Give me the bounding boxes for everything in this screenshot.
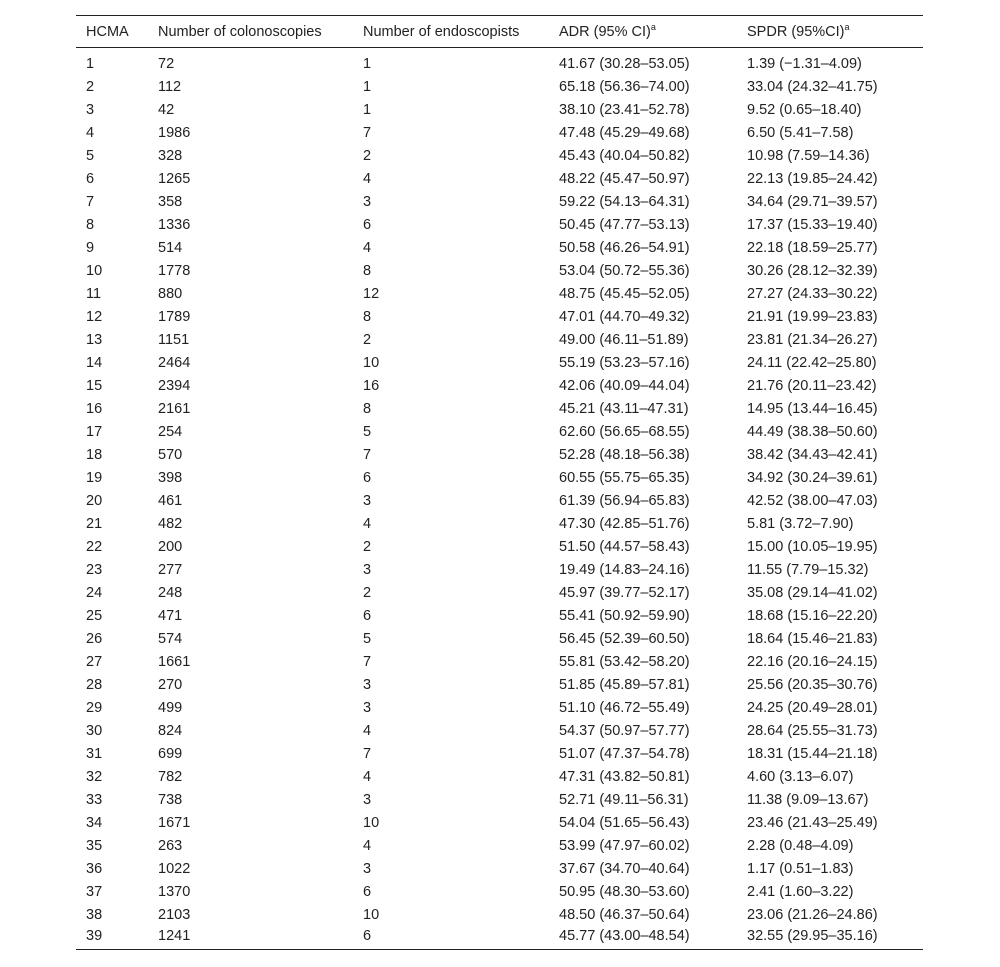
cell-hcma: 11 [86, 285, 102, 302]
table-row [76, 259, 923, 282]
cell-colonoscopies: 1986 [158, 124, 191, 141]
table-row [76, 811, 923, 834]
table-row [76, 75, 923, 98]
cell-endoscopists: 8 [363, 308, 372, 325]
table-row [76, 903, 923, 926]
table-row [76, 167, 923, 190]
cell-spdr: 2.41 (1.60–3.22) [747, 883, 854, 900]
table-row [76, 581, 923, 604]
table-row [76, 351, 923, 374]
cell-endoscopists: 7 [363, 124, 372, 141]
cell-hcma: 31 [86, 745, 103, 762]
cell-adr: 59.22 (54.13–64.31) [559, 193, 690, 210]
cell-adr: 45.21 (43.11–47.31) [559, 400, 689, 417]
cell-endoscopists: 2 [363, 147, 372, 164]
table-header [76, 16, 923, 48]
cell-adr: 54.37 (50.97–57.77) [559, 722, 690, 739]
cell-endoscopists: 5 [363, 630, 372, 647]
table-row [76, 512, 923, 535]
cell-colonoscopies: 1661 [158, 653, 191, 670]
cell-endoscopists: 4 [363, 837, 372, 854]
cell-hcma: 33 [86, 791, 103, 808]
cell-spdr: 23.46 (21.43–25.49) [747, 814, 878, 831]
cell-endoscopists: 16 [363, 377, 380, 394]
cell-hcma: 5 [86, 147, 95, 164]
cell-endoscopists: 4 [363, 515, 372, 532]
cell-hcma: 32 [86, 768, 103, 785]
table-row [76, 742, 923, 765]
cell-colonoscopies: 699 [158, 745, 183, 762]
table-row [76, 397, 923, 420]
cell-endoscopists: 10 [363, 354, 380, 371]
cell-spdr: 14.95 (13.44–16.45) [747, 400, 878, 417]
cell-spdr: 1.39 (−1.31–4.09) [747, 56, 862, 72]
cell-hcma: 6 [86, 170, 95, 187]
cell-spdr: 32.55 (29.95–35.16) [737, 926, 923, 949]
cell-adr: 56.45 (52.39–60.50) [559, 630, 690, 647]
cell-spdr: 38.42 (34.43–42.41) [747, 446, 878, 463]
cell-endoscopists: 1 [363, 101, 372, 118]
cell-adr: 48.75 (45.45–52.05) [559, 285, 690, 302]
cell-colonoscopies: 254 [158, 423, 183, 440]
table-row [76, 98, 923, 121]
cell-colonoscopies: 358 [158, 193, 183, 210]
cell-endoscopists: 4 [363, 170, 372, 187]
cell-hcma: 15 [86, 377, 103, 394]
table-row [76, 765, 923, 788]
cell-adr: 50.95 (48.30–53.60) [559, 883, 690, 900]
cell-colonoscopies: 1336 [158, 216, 191, 233]
cell-spdr: 18.64 (15.46–21.83) [747, 630, 878, 647]
header-row [76, 16, 923, 48]
cell-spdr: 11.55 (7.79–15.32) [747, 561, 869, 578]
cell-hcma: 21 [86, 515, 103, 532]
cell-endoscopists: 10 [363, 906, 380, 923]
cell-hcma: 25 [86, 607, 103, 624]
cell-spdr: 10.98 (7.59–14.36) [747, 147, 870, 164]
cell-endoscopists: 8 [363, 262, 372, 279]
cell-adr: 62.60 (56.65–68.55) [559, 423, 690, 440]
cell-colonoscopies: 398 [158, 469, 183, 486]
cell-adr: 50.45 (47.77–53.13) [559, 216, 690, 233]
table-row [76, 213, 923, 236]
cell-spdr: 6.50 (5.41–7.58) [747, 124, 854, 141]
table-row [76, 420, 923, 443]
cell-colonoscopies: 1151 [158, 331, 190, 348]
cell-colonoscopies: 263 [158, 837, 183, 854]
cell-spdr: 33.04 (24.32–41.75) [747, 78, 878, 95]
cell-adr: 52.71 (49.11–56.31) [559, 791, 689, 808]
cell-colonoscopies: 1778 [158, 262, 191, 279]
cell-colonoscopies: 499 [158, 699, 183, 716]
cell-adr: 19.49 (14.83–24.16) [559, 561, 690, 578]
cell-spdr: 5.81 (3.72–7.90) [747, 515, 854, 532]
cell-hcma: 17 [86, 423, 103, 440]
cell-spdr: 27.27 (24.33–30.22) [747, 285, 878, 302]
hcma-results-table [76, 15, 923, 950]
cell-colonoscopies: 574 [158, 630, 183, 647]
cell-colonoscopies: 2103 [158, 906, 191, 923]
cell-colonoscopies: 482 [158, 515, 183, 532]
cell-colonoscopies: 1370 [158, 883, 191, 900]
cell-spdr: 42.52 (38.00–47.03) [747, 492, 878, 509]
cell-spdr: 34.64 (29.71–39.57) [747, 193, 878, 210]
cell-spdr: 18.31 (15.44–21.18) [747, 745, 878, 762]
cell-spdr: 23.81 (21.34–26.27) [747, 331, 878, 348]
cell-hcma: 4 [86, 124, 95, 141]
cell-adr: 48.22 (45.47–50.97) [559, 170, 690, 187]
cell-colonoscopies: 1671 [158, 814, 191, 831]
cell-colonoscopies: 248 [158, 584, 183, 601]
cell-hcma: 1 [86, 56, 95, 72]
cell-adr: 51.85 (45.89–57.81) [559, 676, 690, 693]
cell-endoscopists: 3 [363, 492, 372, 509]
cell-colonoscopies: 72 [158, 56, 175, 72]
cell-adr: 48.50 (46.37–50.64) [559, 906, 690, 923]
cell-adr: 50.58 (46.26–54.91) [559, 239, 690, 256]
header-spdr: SPDR $(95\%CI)^a$ [737, 16, 923, 48]
footnote-marker: a [844, 21, 850, 32]
cell-endoscopists: 7 [363, 446, 372, 463]
cell-endoscopists: 2 [363, 538, 372, 555]
cell-spdr: 4.60 (3.13–6.07) [747, 768, 854, 785]
cell-colonoscopies: 471 [158, 607, 183, 624]
cell-hcma: 34 [86, 814, 103, 831]
cell-colonoscopies: 42 [158, 101, 175, 118]
cell-hcma: 39 [76, 926, 148, 949]
table-row [76, 282, 923, 305]
header-hcma: HCMA [76, 16, 148, 48]
cell-colonoscopies: 514 [158, 239, 183, 256]
cell-spdr: 30.26 (28.12–32.39) [747, 262, 878, 279]
table-row [76, 121, 923, 144]
table-row [76, 443, 923, 466]
table-row [76, 604, 923, 627]
header-colonoscopies: Number of colonoscopies [148, 16, 353, 48]
cell-adr: 55.41 (50.92–59.90) [559, 607, 690, 624]
cell-spdr: 9.52 (0.65–18.40) [747, 101, 862, 118]
table-row [76, 857, 923, 880]
table-row [76, 696, 923, 719]
cell-hcma: 35 [86, 837, 103, 854]
cell-endoscopists: 6 [363, 607, 372, 624]
table-row [76, 328, 923, 351]
header-endoscopists: Number of endoscopists [353, 16, 549, 48]
cell-adr: 51.07 (47.37–54.78) [559, 745, 690, 762]
table-row [76, 627, 923, 650]
cell-adr: 45.97 (39.77–52.17) [559, 584, 690, 601]
cell-adr: 55.81 (53.42–58.20) [559, 653, 690, 670]
cell-adr: 65.18 (56.36–74.00) [559, 78, 690, 95]
cell-hcma: 14 [86, 354, 103, 371]
cell-spdr: 17.37 (15.33–19.40) [747, 216, 878, 233]
cell-hcma: 23 [86, 561, 103, 578]
cell-hcma: 27 [86, 653, 103, 670]
cell-adr: 53.99 (47.97–60.02) [559, 837, 690, 854]
cell-adr: 60.55 (55.75–65.35) [559, 469, 690, 486]
cell-colonoscopies: 782 [158, 768, 183, 785]
cell-spdr: 25.56 (20.35–30.76) [747, 676, 878, 693]
table-row [76, 374, 923, 397]
cell-endoscopists: 3 [363, 561, 372, 578]
cell-hcma: 10 [86, 262, 103, 279]
cell-hcma: 28 [86, 676, 103, 693]
cell-hcma: 22 [86, 538, 103, 555]
cell-endoscopists: 3 [363, 699, 372, 716]
cell-colonoscopies: 1265 [158, 170, 191, 187]
cell-hcma: 18 [86, 446, 103, 463]
cell-colonoscopies: 880 [158, 285, 183, 302]
cell-hcma: 37 [86, 883, 103, 900]
cell-spdr: 11.38 (9.09–13.67) [747, 791, 869, 808]
cell-adr: 52.28 (48.18–56.38) [559, 446, 690, 463]
cell-colonoscopies: 2394 [158, 377, 191, 394]
cell-hcma: 38 [86, 906, 103, 923]
cell-spdr: 34.92 (30.24–39.61) [747, 469, 878, 486]
cell-hcma: 24 [86, 584, 103, 601]
cell-adr: 53.04 (50.72–55.36) [559, 262, 690, 279]
cell-endoscopists: 4 [363, 722, 372, 739]
cell-endoscopists: 1 [363, 56, 372, 72]
cell-colonoscopies: 461 [158, 492, 183, 509]
cell-hcma: 3 [86, 101, 95, 118]
cell-endoscopists: 4 [363, 239, 372, 256]
cell-adr: 37.67 (34.70–40.64) [559, 860, 690, 877]
table-row [76, 650, 923, 673]
cell-adr: 47.48 (45.29–49.68) [559, 124, 690, 141]
cell-endoscopists: 4 [363, 768, 372, 785]
cell-endoscopists: 8 [363, 400, 372, 417]
cell-adr: 45.77 (43.00–48.54) [549, 926, 737, 949]
table-row [76, 788, 923, 811]
cell-hcma: 9 [86, 239, 95, 256]
cell-endoscopists: 7 [363, 653, 372, 670]
cell-colonoscopies: 2161 [158, 400, 191, 417]
table-row [76, 190, 923, 213]
cell-spdr: 22.18 (18.59–25.77) [747, 239, 878, 256]
cell-colonoscopies: 200 [158, 538, 183, 555]
cell-spdr: 18.68 (15.16–22.20) [747, 607, 878, 624]
cell-endoscopists: 6 [363, 216, 372, 233]
cell-endoscopists: 3 [363, 860, 372, 877]
cell-endoscopists: 6 [363, 469, 372, 486]
cell-hcma: 12 [86, 308, 103, 325]
cell-colonoscopies: 112 [158, 78, 182, 95]
cell-endoscopists: 12 [363, 285, 380, 302]
cell-endoscopists: 2 [363, 331, 372, 348]
cell-hcma: 16 [86, 400, 103, 417]
cell-endoscopists: 3 [363, 676, 372, 693]
cell-hcma: 30 [86, 722, 103, 739]
cell-colonoscopies: 570 [158, 446, 183, 463]
cell-adr: 51.10 (46.72–55.49) [559, 699, 690, 716]
cell-spdr: 1.17 (0.51–1.83) [747, 860, 854, 877]
cell-endoscopists: 5 [363, 423, 372, 440]
cell-spdr: 23.06 (21.26–24.86) [747, 906, 878, 923]
cell-endoscopists: 6 [353, 926, 549, 949]
cell-adr: 47.30 (42.85–51.76) [559, 515, 690, 532]
cell-adr: 47.01 (44.70–49.32) [559, 308, 690, 325]
cell-colonoscopies: 270 [158, 676, 183, 693]
cell-spdr: 44.49 (38.38–50.60) [747, 423, 878, 440]
cell-spdr: 28.64 (25.55–31.73) [747, 722, 878, 739]
cell-hcma: 29 [86, 699, 103, 716]
table-row [76, 466, 923, 489]
cell-adr: 51.50 (44.57–58.43) [559, 538, 690, 555]
cell-adr: 41.67 (30.28–53.05) [559, 56, 690, 72]
cell-endoscopists: 10 [363, 814, 380, 831]
header-adr: ADR (95% CI)$^a$ [549, 16, 737, 48]
table-body [76, 48, 923, 950]
cell-endoscopists: 3 [363, 791, 372, 808]
table-row [76, 926, 923, 949]
table-row [76, 535, 923, 558]
table-row [76, 48, 923, 76]
cell-endoscopists: 3 [363, 193, 372, 210]
cell-spdr: 2.28 (0.48–4.09) [747, 837, 854, 854]
cell-spdr: 22.13 (19.85–24.42) [747, 170, 878, 187]
cell-hcma: 2 [86, 78, 95, 95]
cell-spdr: 15.00 (10.05–19.95) [747, 538, 878, 555]
cell-hcma: 36 [86, 860, 103, 877]
cell-hcma: 20 [86, 492, 103, 509]
table-row [76, 834, 923, 857]
cell-adr: 38.10 (23.41–52.78) [559, 101, 690, 118]
cell-hcma: 8 [86, 216, 95, 233]
cell-endoscopists: 1 [363, 78, 372, 95]
cell-adr: 55.19 (53.23–57.16) [559, 354, 690, 371]
cell-endoscopists: 6 [363, 883, 372, 900]
footnote-marker: a [650, 21, 656, 32]
cell-colonoscopies: 277 [158, 561, 183, 578]
table-row [76, 558, 923, 581]
cell-colonoscopies: 1022 [158, 860, 191, 877]
cell-spdr: 35.08 (29.14–41.02) [747, 584, 878, 601]
cell-colonoscopies: 1789 [158, 308, 191, 325]
cell-adr: 45.43 (40.04–50.82) [559, 147, 690, 164]
cell-colonoscopies: 328 [158, 147, 183, 164]
table-row [76, 880, 923, 903]
cell-endoscopists: 7 [363, 745, 372, 762]
cell-colonoscopies: 1241 [148, 926, 353, 949]
cell-spdr: 22.16 (20.16–24.15) [747, 653, 878, 670]
cell-adr: 49.00 (46.11–51.89) [559, 331, 689, 348]
table-row [76, 236, 923, 259]
cell-hcma: 19 [86, 469, 103, 486]
table-row [76, 489, 923, 512]
cell-spdr: 21.76 (20.11–23.42) [747, 377, 877, 394]
cell-colonoscopies: 2464 [158, 354, 191, 371]
cell-hcma: 13 [86, 331, 103, 348]
table-row [76, 673, 923, 696]
cell-colonoscopies: 738 [158, 791, 183, 808]
cell-hcma: 7 [86, 193, 95, 210]
cell-adr: 61.39 (56.94–65.83) [559, 492, 690, 509]
table-row [76, 305, 923, 328]
cell-endoscopists: 2 [363, 584, 372, 601]
table-row [76, 719, 923, 742]
cell-spdr: 24.25 (20.49–28.01) [747, 699, 878, 716]
cell-hcma: 26 [86, 630, 103, 647]
cell-spdr: 24.11 (22.42–25.80) [747, 354, 877, 371]
table-row [76, 144, 923, 167]
cell-adr: 47.31 (43.82–50.81) [559, 768, 690, 785]
cell-colonoscopies: 824 [158, 722, 183, 739]
cell-spdr: 21.91 (19.99–23.83) [747, 308, 878, 325]
cell-adr: 42.06 (40.09–44.04) [559, 377, 690, 394]
cell-adr: 54.04 (51.65–56.43) [559, 814, 690, 831]
